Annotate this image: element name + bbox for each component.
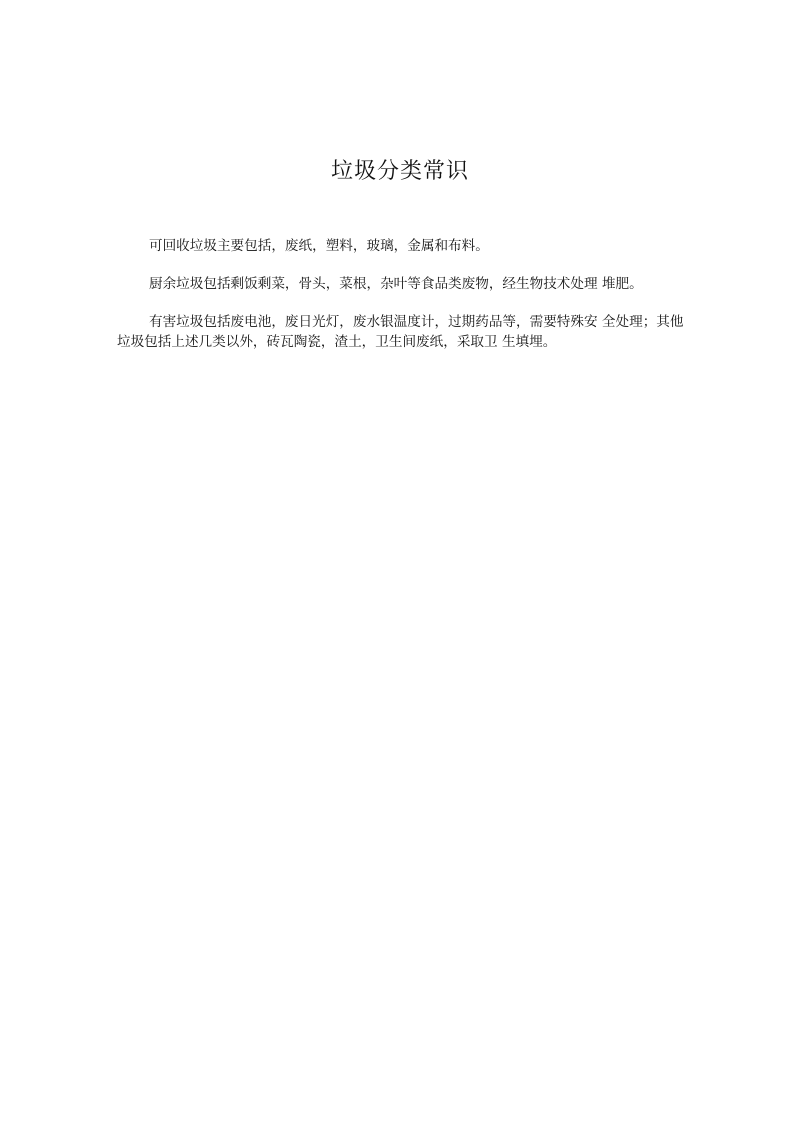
paragraph-hazardous-other: 有害垃圾包括废电池，废日光灯，废水银温度计，过期药品等，需要特殊安 全处理；其他垃圾包括上述几类以外，砖瓦陶瓷，渣土，卫生间废纸，采取卫 生填埋。 (117, 314, 684, 350)
document-body (117, 236, 689, 370)
document-title: 垃圾分类常识 (330, 159, 469, 184)
paragraph-kitchen-waste: 厨余垃圾包括剩饭剩菜，骨头，菜根，杂叶等食品类废物，经生物技术处理 堆肥。 (149, 276, 643, 292)
paragraph-recyclable: 可回收垃圾主要包括，废纸，塑料，玻璃，金属和布料。 (149, 238, 489, 254)
